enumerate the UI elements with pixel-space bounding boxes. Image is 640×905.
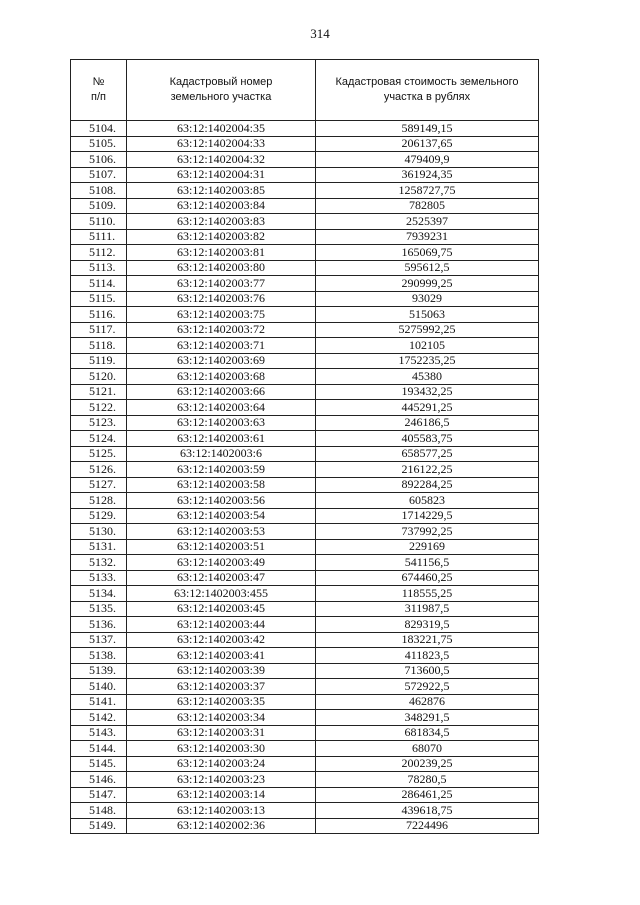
- row-number-cell: 5135.: [71, 601, 127, 617]
- table-row: [71, 710, 539, 726]
- cadastral-number-cell: 63:12:1402004:31: [127, 167, 316, 183]
- cadastral-number-cell: 63:12:1402003:66: [127, 384, 316, 400]
- cadastral-number-cell: 63:12:1402003:77: [127, 276, 316, 292]
- row-number-cell: 5111.: [71, 229, 127, 245]
- table-row: [71, 322, 539, 338]
- cadastral-value-cell: 737992,25: [316, 524, 539, 540]
- cadastral-number-cell: 63:12:1402003:53: [127, 524, 316, 540]
- cadastral-value-cell: 7939231: [316, 229, 539, 245]
- row-number-cell: 5124.: [71, 431, 127, 447]
- cadastral-value-cell: 183221,75: [316, 632, 539, 648]
- row-number-cell: 5104.: [71, 121, 127, 137]
- row-number-cell: 5148.: [71, 803, 127, 819]
- cadastral-number-cell: 63:12:1402003:24: [127, 756, 316, 772]
- table-row: [71, 214, 539, 230]
- cadastral-value-cell: 68070: [316, 741, 539, 757]
- table-header-row: [71, 60, 539, 121]
- table-row: [71, 818, 539, 834]
- table-row: [71, 245, 539, 261]
- cadastral-number-cell: 63:12:1402004:33: [127, 136, 316, 152]
- row-number-cell: 5132.: [71, 555, 127, 571]
- cadastral-value-cell: 206137,65: [316, 136, 539, 152]
- cadastral-value-cell: 229169: [316, 539, 539, 555]
- header-row-number: [71, 60, 127, 121]
- row-number-cell: 5147.: [71, 787, 127, 803]
- table-row: [71, 493, 539, 509]
- cadastral-value-cell: 605823: [316, 493, 539, 509]
- row-number-cell: 5127.: [71, 477, 127, 493]
- row-number-cell: 5128.: [71, 493, 127, 509]
- cadastral-value-cell: 286461,25: [316, 787, 539, 803]
- cadastral-number-cell: 63:12:1402003:6: [127, 446, 316, 462]
- row-number-cell: 5143.: [71, 725, 127, 741]
- cadastral-value-cell: 405583,75: [316, 431, 539, 447]
- header-cadastral-value: [316, 60, 539, 121]
- row-number-cell: 5119.: [71, 353, 127, 369]
- row-number-cell: 5120.: [71, 369, 127, 385]
- row-number-cell: 5137.: [71, 632, 127, 648]
- row-number-cell: 5118.: [71, 338, 127, 354]
- table-row: [71, 694, 539, 710]
- row-number-cell: 5105.: [71, 136, 127, 152]
- cadastral-value-cell: 1714229,5: [316, 508, 539, 524]
- row-number-cell: 5129.: [71, 508, 127, 524]
- table-row: [71, 617, 539, 633]
- cadastral-number-cell: 63:12:1402003:75: [127, 307, 316, 323]
- table-row: [71, 539, 539, 555]
- table-row: [71, 508, 539, 524]
- cadastral-number-cell: 63:12:1402003:63: [127, 415, 316, 431]
- table-row: [71, 260, 539, 276]
- header-cadastral-number: [127, 60, 316, 121]
- cadastral-number-cell: 63:12:1402003:39: [127, 663, 316, 679]
- cadastral-number-cell: 63:12:1402003:47: [127, 570, 316, 586]
- cadastral-number-cell: 63:12:1402003:34: [127, 710, 316, 726]
- cadastral-value-cell: 541156,5: [316, 555, 539, 571]
- cadastral-number-cell: 63:12:1402003:54: [127, 508, 316, 524]
- cadastral-number-cell: 63:12:1402002:36: [127, 818, 316, 834]
- table-row: [71, 384, 539, 400]
- cadastral-value-cell: 479409,9: [316, 152, 539, 168]
- cadastral-number-cell: 63:12:1402003:37: [127, 679, 316, 695]
- cadastral-number-cell: 63:12:1402003:69: [127, 353, 316, 369]
- cadastral-number-cell: 63:12:1402003:14: [127, 787, 316, 803]
- table-row: [71, 663, 539, 679]
- cadastral-value-cell: 246186,5: [316, 415, 539, 431]
- cadastral-value-cell: 674460,25: [316, 570, 539, 586]
- cadastral-value-cell: 829319,5: [316, 617, 539, 633]
- cadastral-number-cell: 63:12:1402003:68: [127, 369, 316, 385]
- row-number-cell: 5114.: [71, 276, 127, 292]
- cadastral-value-cell: 118555,25: [316, 586, 539, 602]
- cadastral-value-cell: 290999,25: [316, 276, 539, 292]
- table-row: [71, 167, 539, 183]
- table-row: [71, 477, 539, 493]
- cadastral-number-cell: 63:12:1402003:59: [127, 462, 316, 478]
- cadastral-value-cell: 658577,25: [316, 446, 539, 462]
- cadastral-value-cell: 93029: [316, 291, 539, 307]
- row-number-cell: 5140.: [71, 679, 127, 695]
- cadastral-value-cell: 216122,25: [316, 462, 539, 478]
- row-number-cell: 5115.: [71, 291, 127, 307]
- cadastral-number-cell: 63:12:1402003:41: [127, 648, 316, 664]
- cadastral-number-cell: 63:12:1402003:81: [127, 245, 316, 261]
- cadastral-number-cell: 63:12:1402003:56: [127, 493, 316, 509]
- cadastral-value-cell: 1258727,75: [316, 183, 539, 199]
- cadastral-number-cell: 63:12:1402004:35: [127, 121, 316, 137]
- cadastral-value-cell: 165069,75: [316, 245, 539, 261]
- table-row: [71, 353, 539, 369]
- cadastral-number-cell: 63:12:1402003:35: [127, 694, 316, 710]
- table-row: [71, 679, 539, 695]
- table-row: [71, 369, 539, 385]
- table-row: [71, 276, 539, 292]
- table-row: [71, 772, 539, 788]
- row-number-cell: 5131.: [71, 539, 127, 555]
- cadastral-number-cell: 63:12:1402003:30: [127, 741, 316, 757]
- cadastral-number-cell: 63:12:1402003:51: [127, 539, 316, 555]
- cadastral-value-cell: 681834,5: [316, 725, 539, 741]
- cadastral-value-cell: 2525397: [316, 214, 539, 230]
- cadastral-value-cell: 892284,25: [316, 477, 539, 493]
- cadastral-value-cell: 361924,35: [316, 167, 539, 183]
- row-number-cell: 5136.: [71, 617, 127, 633]
- table-row: [71, 555, 539, 571]
- cadastral-number-cell: 63:12:1402003:13: [127, 803, 316, 819]
- table-row: [71, 152, 539, 168]
- table-row: [71, 524, 539, 540]
- table-row: [71, 136, 539, 152]
- cadastral-number-cell: 63:12:1402003:80: [127, 260, 316, 276]
- table-row: [71, 183, 539, 199]
- table-row: [71, 601, 539, 617]
- row-number-cell: 5121.: [71, 384, 127, 400]
- row-number-cell: 5130.: [71, 524, 127, 540]
- cadastral-number-cell: 63:12:1402003:85: [127, 183, 316, 199]
- row-number-cell: 5141.: [71, 694, 127, 710]
- row-number-cell: 5133.: [71, 570, 127, 586]
- row-number-cell: 5122.: [71, 400, 127, 416]
- row-number-cell: 5116.: [71, 307, 127, 323]
- row-number-cell: 5113.: [71, 260, 127, 276]
- cadastral-number-cell: 63:12:1402003:45: [127, 601, 316, 617]
- cadastral-value-cell: 713600,5: [316, 663, 539, 679]
- table-row: [71, 415, 539, 431]
- table-row: [71, 121, 539, 137]
- cadastral-number-cell: 63:12:1402003:72: [127, 322, 316, 338]
- cadastral-number-cell: 63:12:1402003:82: [127, 229, 316, 245]
- table-row: [71, 462, 539, 478]
- cadastral-value-cell: 515063: [316, 307, 539, 323]
- cadastral-value-cell: 7224496: [316, 818, 539, 834]
- cadastral-number-cell: 63:12:1402003:64: [127, 400, 316, 416]
- cadastral-value-cell: 1752235,25: [316, 353, 539, 369]
- cadastral-number-cell: 63:12:1402003:83: [127, 214, 316, 230]
- cadastral-value-cell: 572922,5: [316, 679, 539, 695]
- cadastral-value-cell: 439618,75: [316, 803, 539, 819]
- cadastral-number-cell: 63:12:1402003:58: [127, 477, 316, 493]
- table-row: [71, 586, 539, 602]
- table-row: [71, 446, 539, 462]
- row-number-cell: 5139.: [71, 663, 127, 679]
- table-row: [71, 725, 539, 741]
- cadastral-value-cell: 595612,5: [316, 260, 539, 276]
- cadastral-number-cell: 63:12:1402004:32: [127, 152, 316, 168]
- cadastral-value-cell: 45380: [316, 369, 539, 385]
- table-body: [71, 121, 539, 834]
- cadastral-number-cell: 63:12:1402003:61: [127, 431, 316, 447]
- row-number-cell: 5123.: [71, 415, 127, 431]
- cadastral-number-cell: 63:12:1402003:23: [127, 772, 316, 788]
- row-number-cell: 5110.: [71, 214, 127, 230]
- cadastral-number-cell: 63:12:1402003:71: [127, 338, 316, 354]
- table-row: [71, 787, 539, 803]
- cadastral-value-cell: 589149,15: [316, 121, 539, 137]
- header-row-number-text: № п/п: [91, 76, 106, 103]
- cadastral-value-cell: 78280,5: [316, 772, 539, 788]
- table-row: [71, 803, 539, 819]
- table-row: [71, 741, 539, 757]
- row-number-cell: 5142.: [71, 710, 127, 726]
- cadastral-number-cell: 63:12:1402003:76: [127, 291, 316, 307]
- cadastral-table: [70, 59, 539, 834]
- row-number-cell: 5146.: [71, 772, 127, 788]
- table-row: [71, 431, 539, 447]
- table-row: [71, 229, 539, 245]
- row-number-cell: 5117.: [71, 322, 127, 338]
- cadastral-value-cell: 411823,5: [316, 648, 539, 664]
- row-number-cell: 5106.: [71, 152, 127, 168]
- header-cadastral-number-text: Кадастровый номер земельного участка: [169, 76, 273, 103]
- cadastral-number-cell: 63:12:1402003:42: [127, 632, 316, 648]
- cadastral-value-cell: 200239,25: [316, 756, 539, 772]
- cadastral-number-cell: 63:12:1402003:455: [127, 586, 316, 602]
- cadastral-number-cell: 63:12:1402003:84: [127, 198, 316, 214]
- row-number-cell: 5149.: [71, 818, 127, 834]
- table-row: [71, 400, 539, 416]
- table-row: [71, 291, 539, 307]
- header-cadastral-value-text: Кадастровая стоимость земельного участка в рублях: [335, 76, 519, 103]
- cadastral-number-cell: 63:12:1402003:44: [127, 617, 316, 633]
- page-number: 314: [310, 26, 330, 41]
- row-number-cell: 5144.: [71, 741, 127, 757]
- table-row: [71, 632, 539, 648]
- row-number-cell: 5138.: [71, 648, 127, 664]
- row-number-cell: 5134.: [71, 586, 127, 602]
- row-number-cell: 5112.: [71, 245, 127, 261]
- cadastral-value-cell: 348291,5: [316, 710, 539, 726]
- table-row: [71, 338, 539, 354]
- cadastral-value-cell: 311987,5: [316, 601, 539, 617]
- cadastral-number-cell: 63:12:1402003:31: [127, 725, 316, 741]
- row-number-cell: 5109.: [71, 198, 127, 214]
- row-number-cell: 5125.: [71, 446, 127, 462]
- table-row: [71, 648, 539, 664]
- cadastral-value-cell: 102105: [316, 338, 539, 354]
- cadastral-value-cell: 462876: [316, 694, 539, 710]
- cadastral-value-cell: 782805: [316, 198, 539, 214]
- table-row: [71, 307, 539, 323]
- row-number-cell: 5108.: [71, 183, 127, 199]
- row-number-cell: 5126.: [71, 462, 127, 478]
- cadastral-number-cell: 63:12:1402003:49: [127, 555, 316, 571]
- cadastral-value-cell: 5275992,25: [316, 322, 539, 338]
- table-row: [71, 198, 539, 214]
- cadastral-value-cell: 193432,25: [316, 384, 539, 400]
- table-row: [71, 570, 539, 586]
- table-row: [71, 756, 539, 772]
- row-number-cell: 5107.: [71, 167, 127, 183]
- row-number-cell: 5145.: [71, 756, 127, 772]
- cadastral-value-cell: 445291,25: [316, 400, 539, 416]
